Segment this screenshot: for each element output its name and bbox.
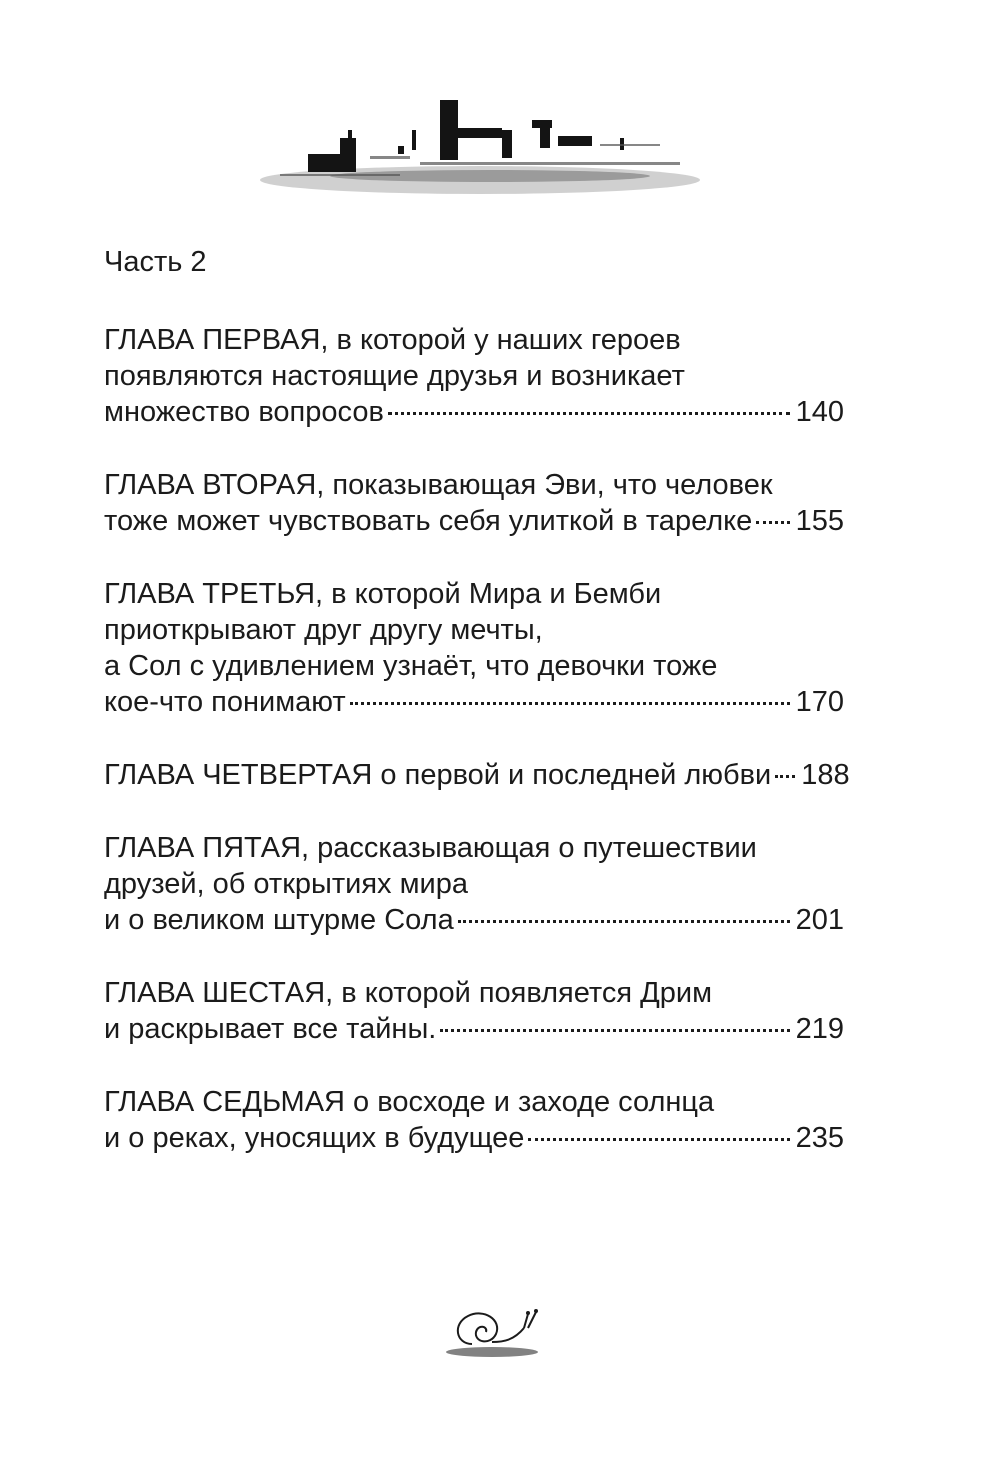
toc-entry[interactable]	[104, 757, 850, 793]
dot-leader	[775, 775, 795, 778]
toc-entry-text: ГЛАВА СЕДЬМАЯ о восходе и заходе солнца	[104, 1086, 715, 1118]
toc-entry-text: появляются настоящие друзья и возникает	[104, 360, 685, 392]
part-title: Часть 2	[104, 246, 207, 278]
page-number: 140	[795, 396, 844, 428]
toc-entry-text: тоже может чувствовать себя улиткой в тарелке	[104, 505, 753, 537]
toc-entry-text: и раскрывает все тайны.	[104, 1013, 437, 1045]
toc-entry-last-line	[104, 1011, 844, 1047]
toc-entry[interactable]	[104, 830, 844, 938]
toc-entry-last-line	[104, 394, 844, 430]
dot-leader	[350, 702, 790, 705]
toc-entry-last-line	[104, 503, 844, 539]
page-number: 155	[795, 505, 844, 537]
toc-entry[interactable]	[104, 322, 844, 430]
toc-entry-text: а Сол с удивлением узнаёт, что девочки тоже	[104, 650, 718, 682]
toc-entry[interactable]	[104, 975, 844, 1047]
toc-entry-last-line	[104, 1120, 844, 1156]
page-number: 219	[795, 1013, 844, 1045]
toc-entry-text: ГЛАВА ТРЕТЬЯ, в которой Мира и Бемби	[104, 578, 662, 610]
toc-entry-text: ГЛАВА ПЕРВАЯ, в которой у наших героев	[104, 324, 681, 356]
toc-entry-last-line	[104, 757, 850, 793]
toc-entry-text: и о реках, уносящих в будущее	[104, 1122, 525, 1154]
toc-entry-text: и о великом штурме Сола	[104, 904, 454, 936]
page-number: 170	[795, 686, 844, 718]
toc-entry-last-line	[104, 902, 844, 938]
city-skyline-illustration	[240, 80, 720, 210]
table-of-contents	[104, 322, 850, 1156]
toc-entry-text: ГЛАВА ПЯТАЯ, рассказывающая о путешествии	[104, 832, 757, 864]
toc-entry-text: множество вопросов	[104, 396, 384, 428]
snail-illustration	[432, 1290, 562, 1370]
toc-entry[interactable]	[104, 1084, 844, 1156]
page-number: 201	[795, 904, 844, 936]
toc-entry-text: ГЛАВА ШЕСТАЯ, в которой появляется Дрим	[104, 977, 713, 1009]
toc-entry-last-line	[104, 684, 844, 720]
toc-entry[interactable]	[104, 467, 844, 539]
dot-leader	[388, 412, 790, 415]
toc-entry-text: кое-что понимают	[104, 686, 346, 718]
dot-leader	[756, 521, 789, 524]
page-number: 188	[801, 759, 850, 791]
toc-entry[interactable]	[104, 576, 844, 720]
toc-entry-text: приоткрывают друг другу мечты,	[104, 614, 543, 646]
dot-leader	[440, 1029, 789, 1032]
dot-leader	[528, 1138, 789, 1141]
toc-entry-text: друзей, об открытиях мира	[104, 868, 469, 900]
dot-leader	[458, 920, 790, 923]
page-number: 235	[795, 1122, 844, 1154]
toc-entry-text: ГЛАВА ВТОРАЯ, показывающая Эви, что человек	[104, 469, 773, 501]
toc-entry-text: ГЛАВА ЧЕТВЕРТАЯ о первой и последней любви	[104, 759, 772, 791]
